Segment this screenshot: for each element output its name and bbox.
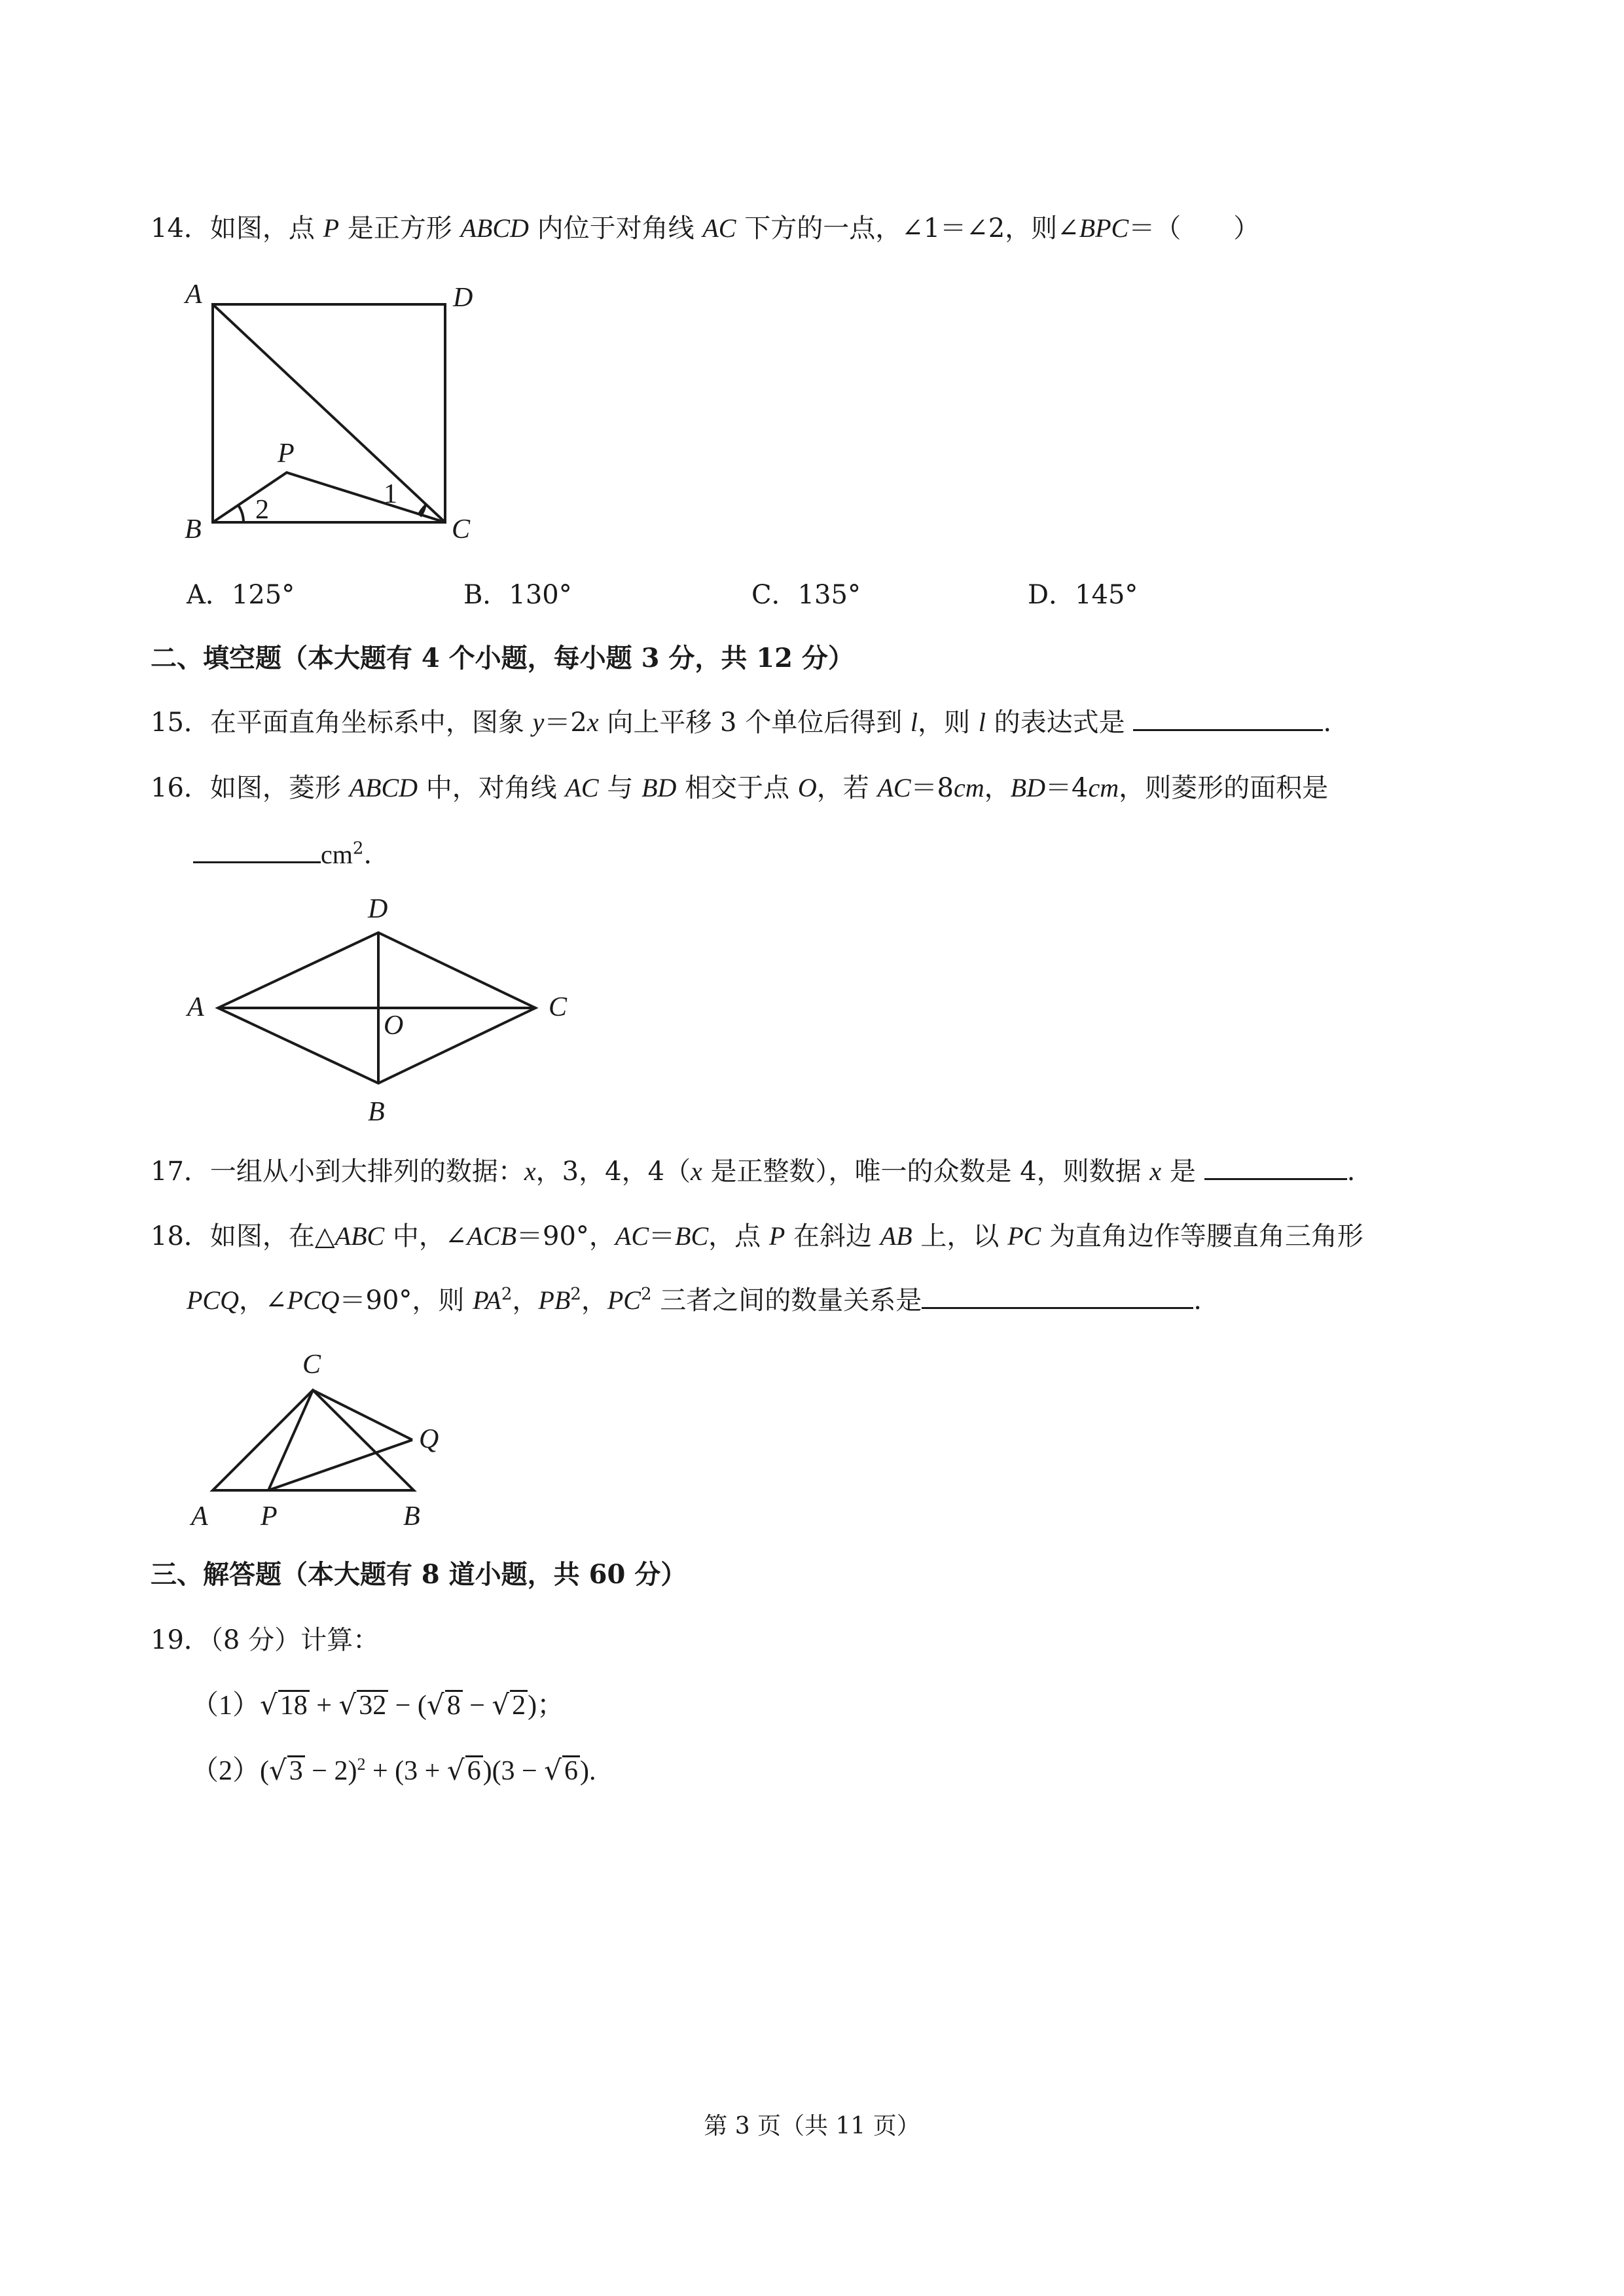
label-angle-1: 1 [384, 479, 397, 509]
q17-number: 17． [151, 1157, 210, 1187]
q19-part1: （1）√18 + √32 − (√8 − √2)； [191, 1689, 565, 1721]
label-c: C [452, 514, 471, 545]
label-p: P [278, 439, 295, 469]
label-b: B [185, 514, 202, 545]
q14-options [0, 579, 1624, 619]
q14-option-b[interactable]: B．130° [463, 580, 572, 610]
tri-label-b: B [403, 1501, 420, 1532]
rhombus-label-b: B [368, 1097, 385, 1127]
q18-stem-line1: 18．如图，在△ABC 中，∠ACB＝90°，AC＝BC，点 P 在斜边 AB 上，以 PC 为直角边作等腰直角三角形 [151, 1221, 1363, 1251]
label-a: A [185, 279, 202, 310]
diagonal-ac [213, 304, 445, 522]
label-angle-2: 2 [255, 495, 269, 525]
q18-stem-line2: PCQ，∠PCQ＝90°，则 $PA^2$，$PB^2$，$PC^2$ 三者之间的数量关系是 . [187, 1284, 1202, 1316]
q19-head: （8 分）计算： [209, 1625, 380, 1655]
q14-stem: 14．如图，点 P 是正方形 ABCD 内位于对角线 AC 下方的一点，∠1＝∠2，则∠BPC＝（ ） [151, 213, 1260, 243]
q14-option-d[interactable]: D．145° [1028, 580, 1138, 610]
q16-unit: cm [321, 840, 353, 869]
tri-label-c: C [302, 1350, 321, 1380]
q16-answer-blank[interactable] [193, 839, 321, 863]
q19-number: 19． [151, 1625, 210, 1655]
q16-stem: 16．如图，菱形 ABCD 中，对角线 AC 与 BD 相交于点 O，若 AC＝8cm，BD＝4cm，则菱形的面积是 [151, 773, 1329, 803]
q14-number: 14． [151, 213, 210, 243]
q18-number: 18． [151, 1221, 210, 1251]
q15-number: 15． [151, 708, 210, 738]
tri-label-a: A [191, 1501, 208, 1532]
rhombus-label-a: A [187, 992, 204, 1022]
rhombus-label-o: O [384, 1011, 404, 1041]
q16-answer-line: $cm^2$. [193, 839, 372, 870]
q19-stem [151, 1624, 379, 1656]
q14-option-c[interactable]: C．135° [751, 580, 861, 610]
q19-part2: $(2)(√3 - 2)^2 + (3 + √6)(3 - √6)$. [191, 1754, 596, 1786]
page-footer: 第 3 页（共 11 页） [704, 2113, 920, 2140]
section-2-heading: 二、填空题（本大题有 4 个小题，每小题 3 分，共 12 分） [151, 643, 854, 673]
segments-bp-pc [213, 473, 445, 522]
section-3-heading: 三、解答题（本大题有 8 道小题，共 60 分） [151, 1559, 687, 1590]
tri-label-p: P [261, 1501, 278, 1532]
label-d: D [453, 283, 473, 313]
angle-2-arc [238, 505, 244, 522]
rhombus-label-c: C [549, 992, 568, 1022]
q18-answer-blank[interactable] [922, 1285, 1193, 1309]
q15-stem: 15．在平面直角坐标系中，图象 y＝2x 向上平移 3 个单位后得到 l，则 l 的表达式是 . [151, 708, 1332, 738]
q17-stem: 17．一组从小到大排列的数据：x，3，4，4（x 是正整数），唯一的众数是 4，则数据 x 是 . [151, 1157, 1356, 1187]
q14-option-a[interactable]: A．125° [187, 580, 295, 610]
q16-unit-exponent: 2 [352, 838, 364, 859]
q17-answer-blank[interactable] [1204, 1156, 1347, 1180]
rhombus-label-d: D [368, 894, 388, 924]
q15-answer-blank[interactable] [1133, 707, 1323, 731]
tri-label-q: Q [419, 1424, 439, 1454]
q16-number: 16． [151, 773, 210, 803]
